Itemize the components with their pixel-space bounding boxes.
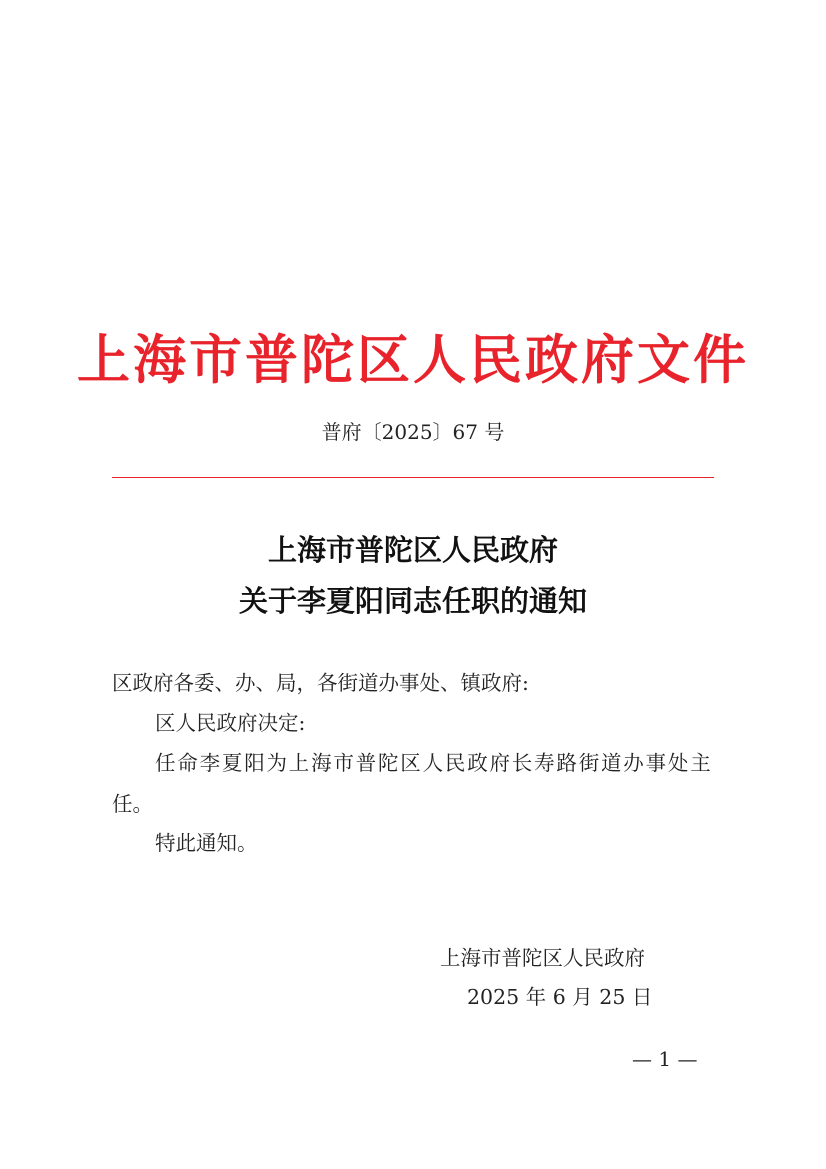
decision-intro: 区人民政府决定: — [155, 711, 306, 735]
signing-date: 2025 年 6 月 25 日 — [467, 985, 653, 1009]
page-number: — 1 — — [632, 1047, 698, 1071]
notice-title-line-2: 关于李夏阳同志任职的通知 — [238, 584, 587, 618]
document-header-title: 上海市普陀区人民政府文件 — [77, 329, 749, 391]
closing-notice: 特此通知。 — [155, 831, 258, 855]
signing-organization: 上海市普陀区人民政府 — [440, 946, 645, 970]
notice-title-line-1: 上海市普陀区人民政府 — [267, 533, 558, 567]
document-number: 普府〔2025〕67 号 — [321, 420, 505, 444]
appointment-text-continued: 任。 — [112, 792, 153, 816]
appointment-text: 任命李夏阳为上海市普陀区人民政府长寿路街道办事处主 — [155, 751, 713, 775]
recipient-line: 区政府各委、办、局，各街道办事处、镇政府: — [112, 671, 529, 695]
header-divider — [112, 477, 714, 478]
